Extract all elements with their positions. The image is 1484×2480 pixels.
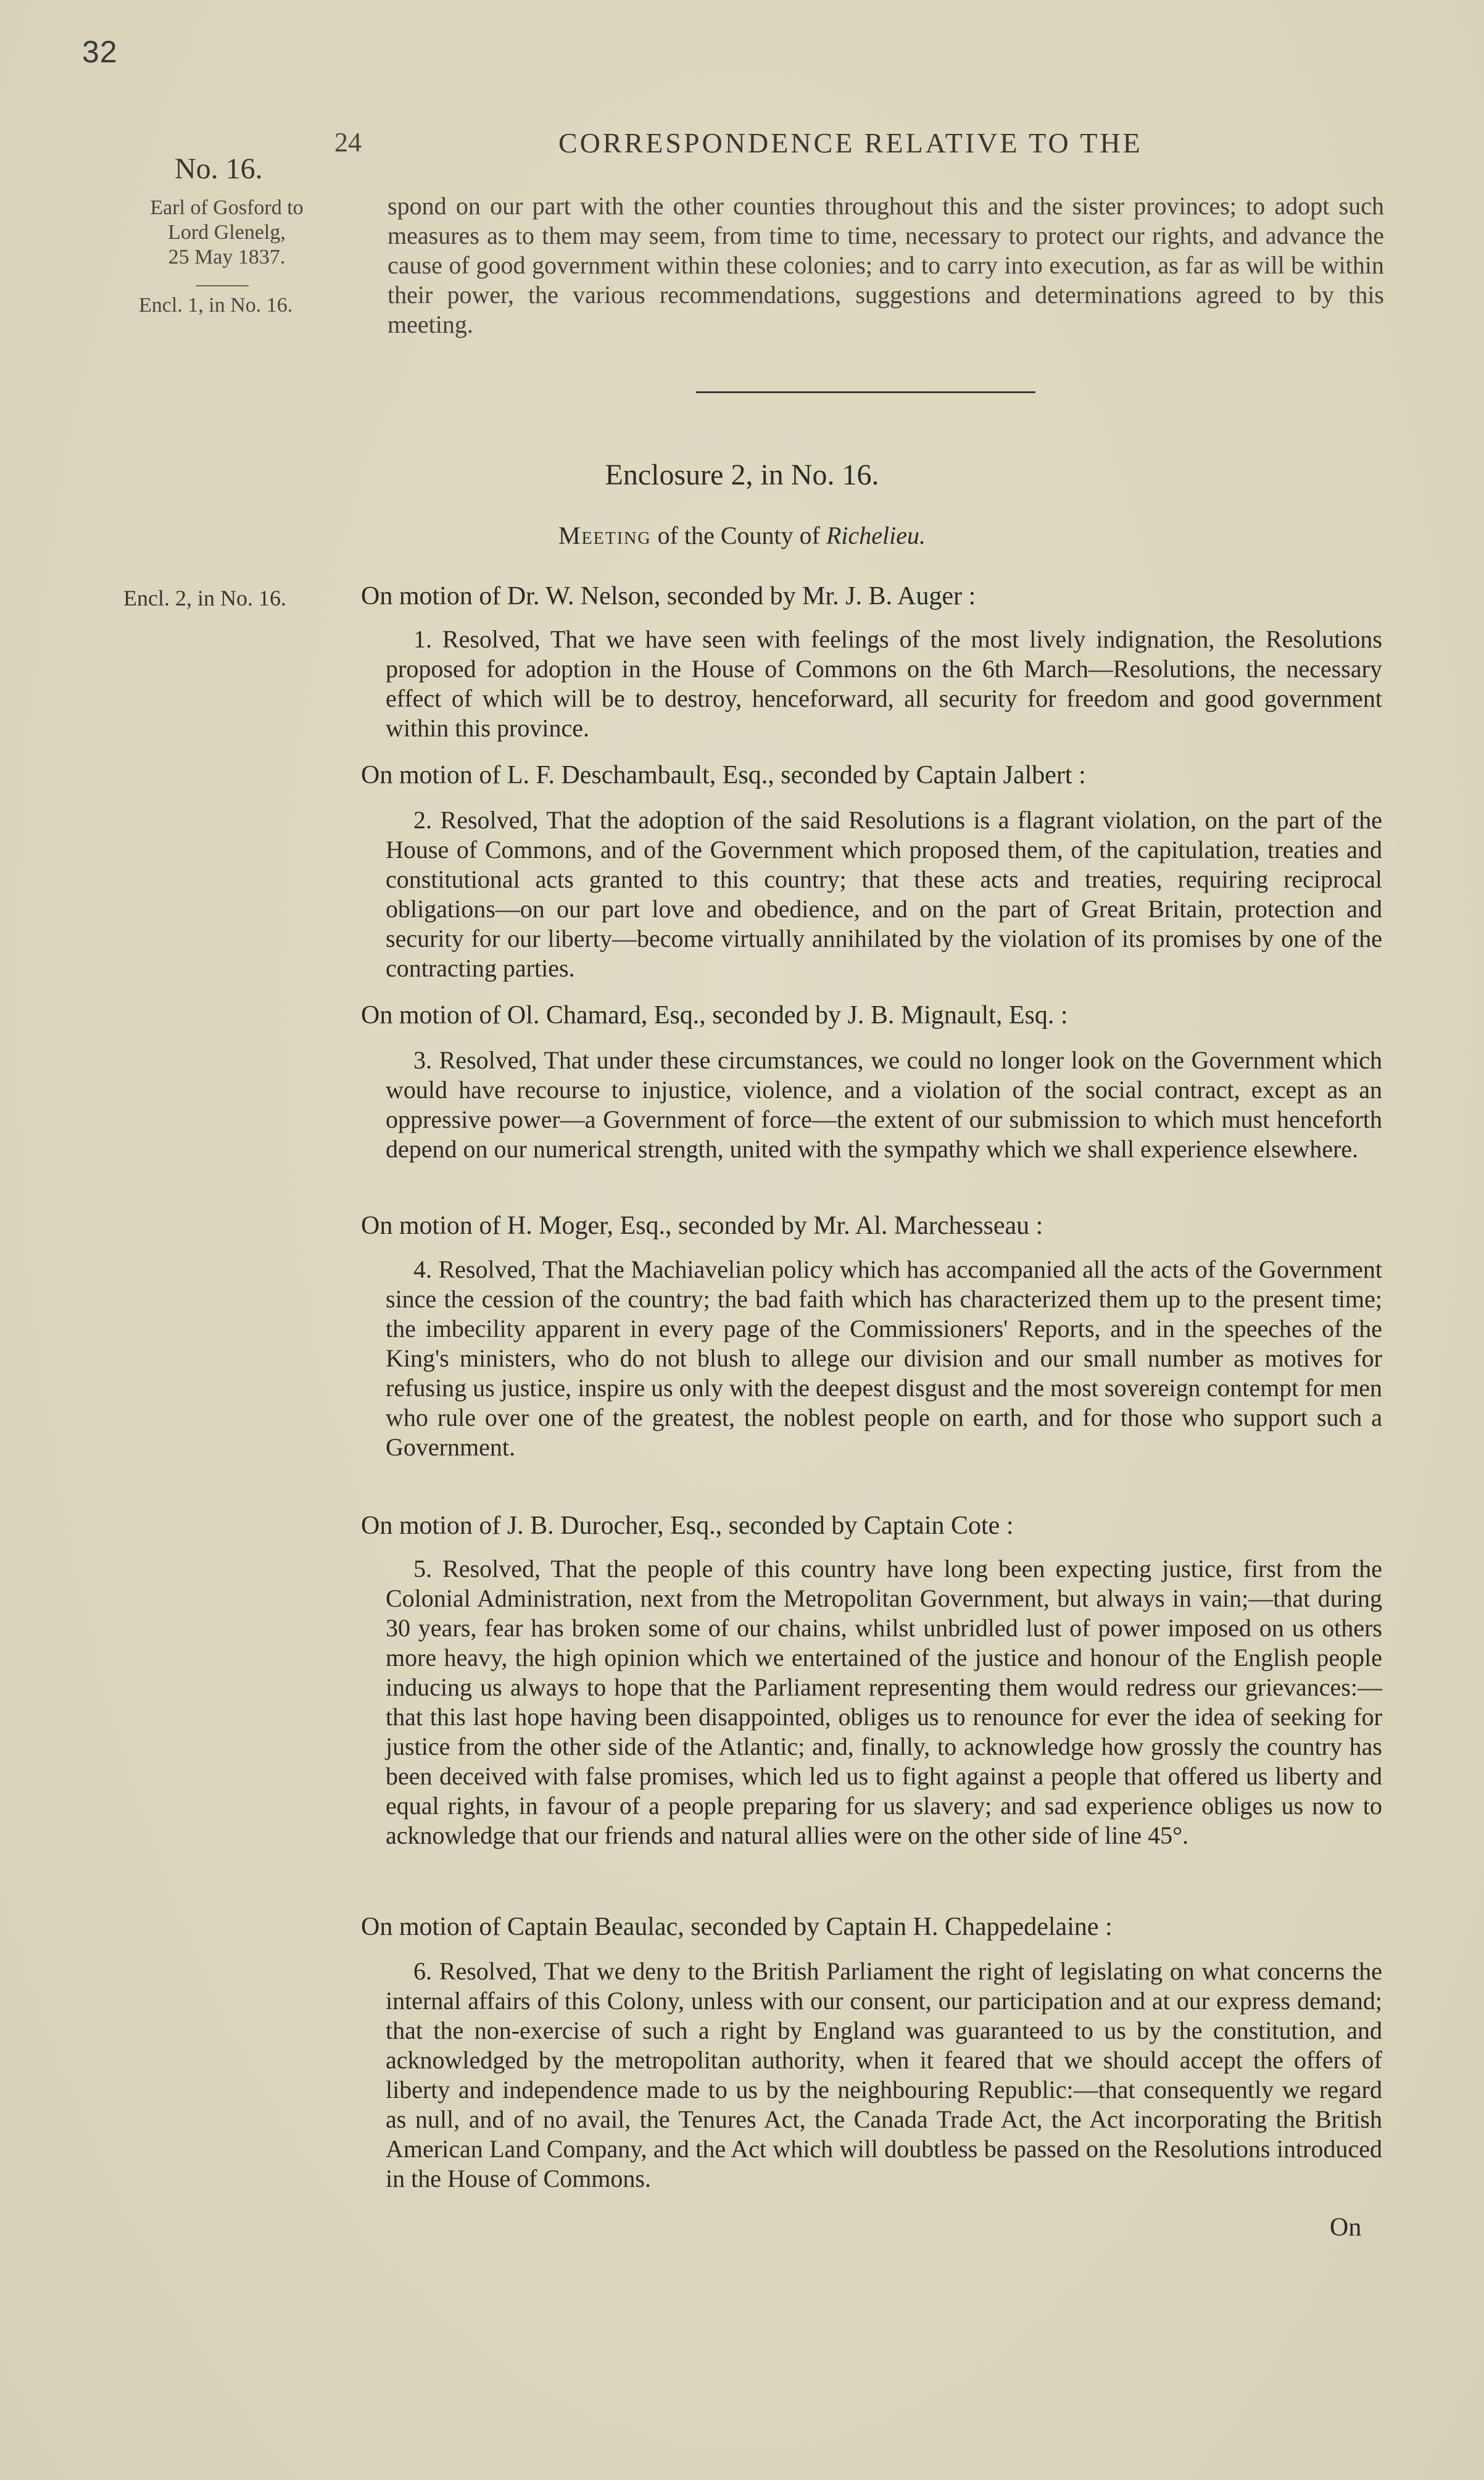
motion-1: On motion of Dr. W. Nelson, seconded by Mr. J. B. Auger : xyxy=(361,582,976,610)
meeting-heading xyxy=(0,521,1484,550)
meeting-prefix: Meeting xyxy=(558,522,652,549)
margin-enclosure-1: Encl. 1, in No. 16. xyxy=(139,294,293,317)
resolution-4: 4. Resolved, That the Machiavelian policy which has accompanied all the acts of the Government since the cession of the country; the bad faith which has characterized them up to the present time; the imbecility apparent in every page of the Commissioners' Reports, and in the speeches of the King's ministers, who do not blush to allege our division and our small number as motives for refusing us justice, inspire us only with the deepest disgust and the most sovereign contempt for men who rule over one of the greatest, the noblest people on earth, and for those who support such a Government. xyxy=(386,1255,1382,1461)
catchword: On xyxy=(1330,2213,1362,2242)
continuation-paragraph: spond on our part with the other counties throughout this and the sister provinces; to adopt such measures as to them may seem, from time to time, necessary to protect our rights, and advance the cause of good government within these colonies; and to carry into execution, as far as will be within their power, the various recommendations, suggestions and determinations agreed to by this meeting. xyxy=(388,192,1384,338)
resolution-3: 3. Resolved, That under these circumstances, we could no longer look on the Government which would have recourse to injustice, violence, and a violation of the social contract, except as an oppressive power—a Government of force—the extent of our submission to which must henceforth depend on our numerical strength, united with the sympathy which we shall experience elsewhere. xyxy=(386,1046,1382,1163)
resolution-1: 1. Resolved, That we have seen with feelings of the most lively indignation, the Resolutions proposed for adoption in the House of Commons on the 6th March—Resolutions, the necessary effect of which will be to destroy, henceforward, all security for freedom and good government within this province. xyxy=(386,625,1382,742)
margin-to: Lord Glenelg, xyxy=(168,221,286,244)
enclosure-heading: Enclosure 2, in No. 16. xyxy=(605,459,879,491)
section-divider xyxy=(696,391,1035,393)
resolution-5: 5. Resolved, That the people of this country have long been expecting justice, first from the Colonial Administration, next from the Metropolitan Government, but always in vain;—that during 30 years, fear has broken some of our chains, whilst unbridled lust of power imposed on us others more heavy, the high opinion which we entertained of the justice and honour of the English people inducing us always to hope that the Parliament representing them would redress our grievances:—that this last hope having been disappointed, obliges us to renounce for ever the idea of seeking for justice from the other side of the Atlantic; and, finally, to acknowledge how grossly the country has been deceived with false promises, which led us to fight against a people that offered us liberty and equal rights, in favour of a people preparing for us slavery; and sad experience obliges us now to acknowledge that our friends and natural allies were on the other side of line 45°. xyxy=(386,1555,1382,1849)
margin-enclosure-2: Encl. 2, in No. 16. xyxy=(123,586,286,610)
motion-2: On motion of L. F. Deschambault, Esq., seconded by Captain Jalbert : xyxy=(361,761,1086,789)
resolution-6: 6. Resolved, That we deny to the British Parliament the right of legislating on what concerns the internal affairs of this Colony, unless with our consent, our participation and at our express demand; that the non-exercise of such a right by England was guaranteed to us by the constitution, and acknowledged by the metropolitan authority, when it feared that we should accept the offers of liberty and independence made to us by the neighbouring Republic:—that consequently we regard as null, and of no avail, the Tenures Act, the Canada Trade Act, the Act incorporating the British American Land Company, and the Act which will doubtless be passed on the Resolutions introduced in the House of Commons. xyxy=(386,1957,1382,2192)
margin-doc-number: No. 16. xyxy=(175,152,263,185)
meeting-county: Richelieu. xyxy=(826,522,926,549)
running-head-title: CORRESPONDENCE RELATIVE TO THE xyxy=(558,127,1143,159)
margin-note xyxy=(120,196,333,270)
motion-3: On motion of Ol. Chamard, Esq., seconded by J. B. Mignault, Esq. : xyxy=(361,1001,1068,1030)
resolution-2: 2. Resolved, That the adoption of the said Resolutions is a flagrant violation, on the part of the House of Commons, and of the Government which proposed them, of the capitulation, treaties and constitutional acts granted to this country; that these acts and treaties, requiring reciprocal obligations—on our part love and obedience, and on the part of Great Britain, protection and security for our liberty—become virtually annihilated by the violation of its promises by one of the contracting parties. xyxy=(386,806,1382,982)
margin-date: 25 May 1837. xyxy=(168,246,286,268)
meeting-middle: of the County of xyxy=(657,522,820,549)
motion-6: On motion of Captain Beaulac, seconded by Captain H. Chappedelaine : xyxy=(361,1913,1113,1941)
margin-from: Earl of Gosford to xyxy=(150,196,304,219)
page-number: 32 xyxy=(82,35,118,69)
motion-5: On motion of J. B. Durocher, Esq., seconded by Captain Cote : xyxy=(361,1512,1014,1540)
running-head-page-number: 24 xyxy=(334,127,362,157)
margin-rule xyxy=(196,285,249,286)
motion-4: On motion of H. Moger, Esq., seconded by Mr. Al. Marchesseau : xyxy=(361,1212,1043,1240)
